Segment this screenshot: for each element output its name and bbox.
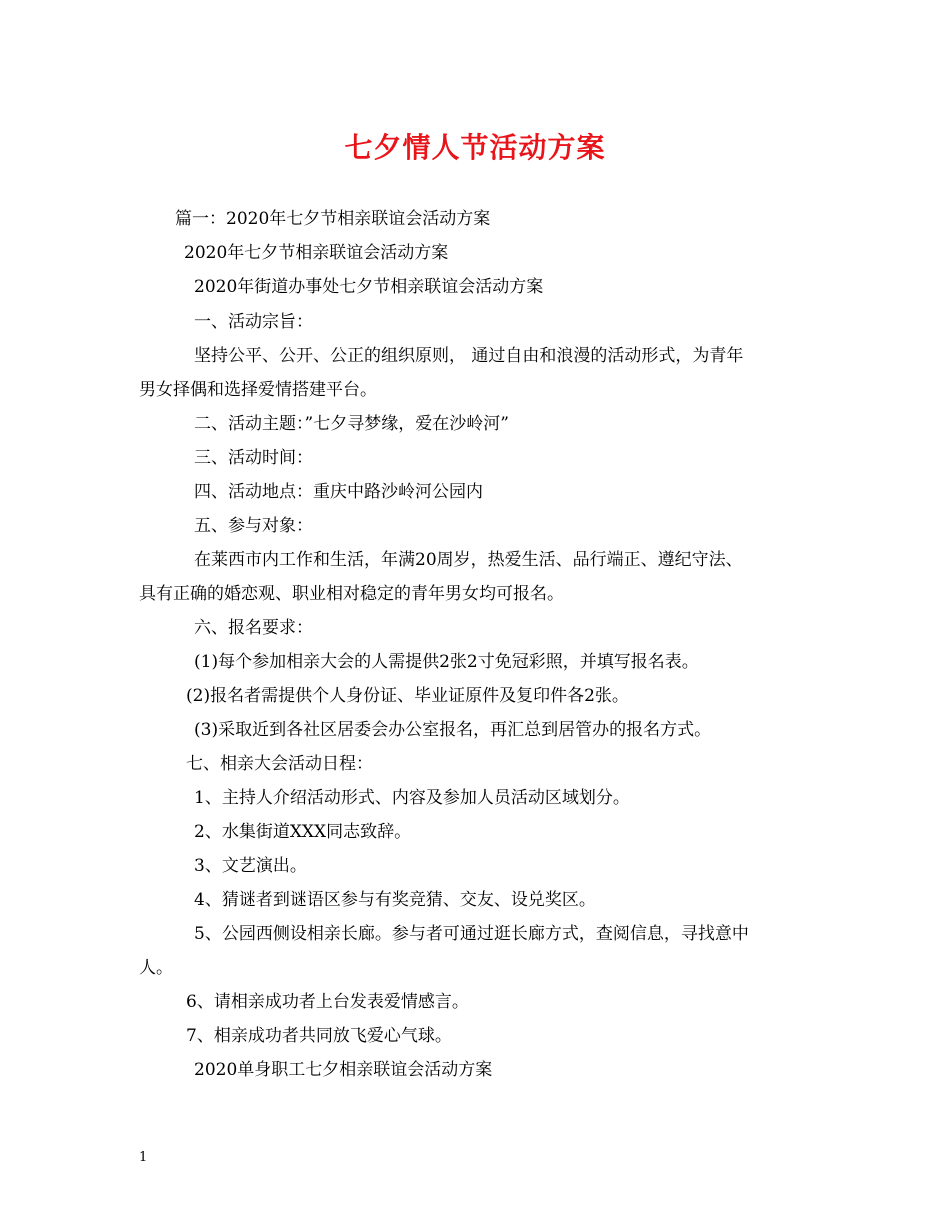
- list-item: 5、公园西侧设相亲长廊。参与者可通过逛长廊方式，查阅信息，寻找意中: [194, 924, 749, 944]
- list-item: 6、请相亲成功者上台发表爱情感言。: [186, 992, 469, 1012]
- list-item: 3、文艺演出。: [194, 856, 307, 876]
- list-item: (2)报名者需提供个人身份证、毕业证原件及复印件各2张。: [186, 686, 629, 706]
- paragraph-line: 男女择偶和选择爱情搭建平台。: [139, 380, 377, 400]
- paragraph-line: 2020年街道办事处七夕节相亲联谊会活动方案: [194, 277, 544, 297]
- list-item: 2、水集街道XXX同志致辞。: [194, 822, 412, 842]
- list-item: 1、主持人介绍活动形式、内容及参加人员活动区域划分。: [194, 788, 630, 808]
- section-heading: 五、参与对象：: [194, 516, 313, 536]
- paragraph-line: 2020年七夕节相亲联谊会活动方案: [184, 243, 449, 263]
- paragraph-line: 2020单身职工七夕相亲联谊会活动方案: [194, 1060, 493, 1080]
- section-heading: 三、活动时间：: [194, 448, 313, 468]
- paragraph-line: 篇一：2020年七夕节相亲联谊会活动方案: [175, 209, 491, 229]
- section-heading: 七、相亲大会活动日程：: [186, 754, 373, 774]
- section-heading: 二、活动主题：”七夕寻梦缘，爱在沙岭河”: [194, 414, 509, 434]
- page-number: 1: [139, 1150, 148, 1165]
- list-item: (1)每个参加相亲大会的人需提供2张2寸免冠彩照，并填写报名表。: [194, 652, 699, 672]
- section-heading: 六、报名要求：: [194, 618, 313, 638]
- list-item: 4、猜谜者到谜语区参与有奖竞猜、交友、设兑奖区。: [194, 890, 596, 910]
- document-title: 七夕情人节活动方案: [344, 131, 606, 164]
- list-item-continuation: 人。: [139, 958, 173, 978]
- paragraph-line: 坚持公平、公开、公正的组织原则， 通过自由和浪漫的活动形式，为青年: [194, 346, 744, 366]
- section-heading: 四、活动地点：重庆中路沙岭河公园内: [194, 482, 483, 502]
- paragraph-line: 在莱西市内工作和生活，年满20周岁，热爱生活、品行端正、遵纪守法、: [194, 550, 743, 570]
- section-heading: 一、活动宗旨：: [194, 312, 313, 332]
- list-item: (3)采取近到各社区居委会办公室报名，再汇总到居管办的报名方式。: [194, 720, 712, 740]
- paragraph-line: 具有正确的婚恋观、职业相对稳定的青年男女均可报名。: [139, 584, 564, 604]
- list-item: 7、相亲成功者共同放飞爱心气球。: [186, 1026, 452, 1046]
